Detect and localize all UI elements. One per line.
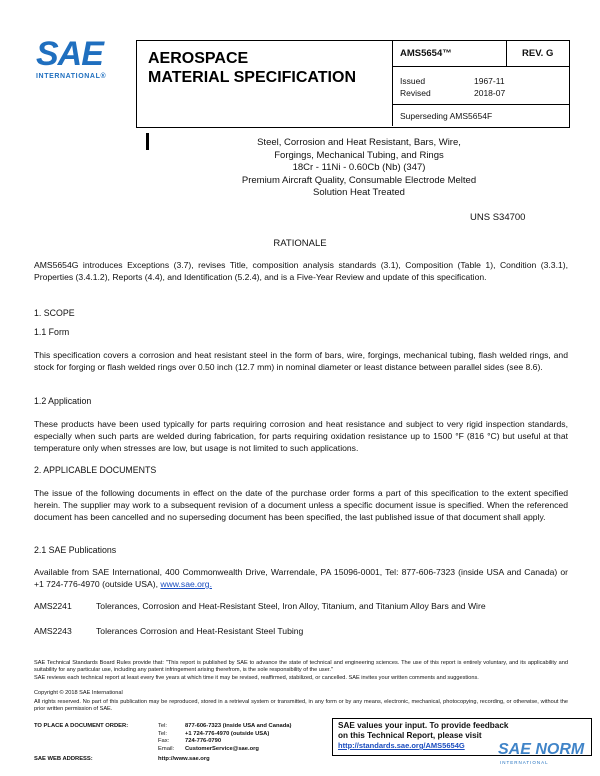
section-heading-applicable-documents: 2. APPLICABLE DOCUMENTS (34, 465, 157, 475)
section-heading-application: 1.2 Application (34, 396, 92, 406)
title-line: Steel, Corrosion and Heat Resistant, Bars, Wire, (257, 137, 461, 148)
sae-publications-text (34, 566, 568, 590)
feedback-text (338, 721, 508, 751)
sae-logo: SAE (36, 35, 103, 73)
document-id: AMS5654™ (400, 48, 452, 59)
header-divider (392, 40, 393, 126)
header-divider (506, 40, 507, 66)
web-address[interactable]: http://www.sae.org (158, 756, 210, 762)
board-rules-note: SAE Technical Standards Board Rules provide that: "This report is published by SAE to advance the state of technical and engineering sciences. The use of this report is entirely voluntary, and its applicability and suitability for any particular use, including any patent infringement arising therefrom, is the sole responsibility of the user." (34, 660, 568, 673)
rationale-text: AMS5654G introduces Exceptions (3.7), revises Title, composition analysis standards (3.1), Composition (Table 1), Condition (3.3.1), Properties (3.4.1.2), Reports (4.4), and Identification (5.2.4), and is a Five-Year Review and update of this specification. (34, 260, 568, 282)
sae-logo-subtitle: INTERNATIONAL® (36, 73, 107, 80)
email-address[interactable]: CustomerService@sae.org (185, 745, 259, 752)
reference-title: Tolerances, Corrosion and Heat-Resistant Steel, Iron Alloy, Titanium, and Titanium Alloy Bars and Wire (96, 601, 486, 611)
uns-number: UNS S34700 (470, 212, 526, 223)
revised-label: Revised (400, 88, 431, 98)
section-heading-form: 1.1 Form (34, 327, 70, 337)
rationale-heading: RATIONALE (273, 238, 327, 249)
tel-number: +1 724-776-4970 (outside USA) (185, 730, 270, 737)
feedback-line: on this Technical Report, please visit (338, 731, 482, 740)
title-line: Solution Heat Treated (313, 187, 405, 198)
title-line: Premium Aircraft Quality, Consumable Electrode Melted (241, 174, 477, 186)
fax-number: 724-776-0790 (185, 738, 222, 744)
watermark-subtitle: INTERNATIONAL (500, 760, 549, 765)
section-heading-scope: 1. SCOPE (34, 308, 75, 318)
title-line: Forgings, Mechanical Tubing, and Rings (274, 149, 444, 161)
order-label: TO PLACE A DOCUMENT ORDER: (34, 723, 129, 729)
title-line: 18Cr - 11Ni - 0.60Cb (Nb) (347) (292, 162, 426, 173)
header-divider (392, 104, 569, 105)
document-title (150, 137, 568, 200)
header-divider (392, 66, 569, 67)
email-label: Email: (158, 745, 175, 752)
title-line: MATERIAL SPECIFICATION (148, 69, 356, 86)
feedback-link[interactable]: http://standards.sae.org/AMS5654G (338, 741, 465, 750)
tel-number: 877-606-7323 (inside USA and Canada) (185, 723, 292, 729)
rights-note: All rights reserved. No part of this publication may be reproduced, stored in a retrieval system or transmitted, in any form or by any means, electronic, mechanical, photocopying, recording, or otherwise, without the prior written permission of SAE. (34, 699, 568, 712)
web-label: SAE WEB ADDRESS: (34, 756, 93, 762)
applicable-documents-text: The issue of the following documents in effect on the date of the purchase order forms a part of this specification to the extent specified herein. The supplier may work to a subsequent revision of a document unless a specific document issue is specified. When the referenced document has been cancelled and no superseding document has been specified, the last published issue of that document shall apply. (34, 488, 568, 522)
section-heading-sae-publications: 2.1 SAE Publications (34, 545, 117, 555)
spec-type-title (148, 49, 356, 87)
application-text: These products have been used typically for parts requiring corrosion and heat resistance and subject to very rigid inspection standards, especially when such parts are welded during fabrication, for parts requiring oxidation resistance up to 1500 °F (816 °C) but useful at that temperature only when stresses are low, but usage is not limited to such applications. (34, 419, 568, 453)
tel-label: Tel: (158, 723, 168, 729)
watermark: SAE NORM (498, 741, 585, 758)
fax-label: Fax: (158, 738, 170, 744)
title-line: AEROSPACE (148, 50, 249, 67)
revised-date: 2018-07 (474, 88, 506, 98)
review-note: SAE reviews each technical report at least every five years at which time it may be revised, reaffirmed, stabilized, or cancelled. SAE invites your written comments and suggestions. (34, 675, 479, 681)
tel-label: Tel: (158, 730, 168, 737)
change-bar (146, 133, 149, 150)
copyright-note: Copyright © 2018 SAE International (34, 690, 123, 696)
issued-label: Issued (400, 76, 426, 86)
revision-label: REV. G (522, 48, 554, 59)
issued-date: 1967-11 (474, 76, 505, 86)
form-text: This specification covers a corrosion and heat resistant steel in the form of bars, wire, forgings, mechanical tubing, flash welded rings, and stock for forging or flash welded rings over 0.50 inch (12.7 mm) in nominal diameter or least distance between parallel sides (see 8.6). (34, 350, 568, 372)
feedback-line: SAE values your input. To provide feedback (338, 721, 509, 730)
superseding-note: Superseding AMS5654F (400, 111, 493, 121)
reference-title: Tolerances Corrosion and Heat-Resistant Steel Tubing (96, 626, 304, 636)
reference-code: AMS2243 (34, 626, 72, 636)
sae-website-link[interactable]: www.sae.org. (160, 579, 212, 589)
reference-code: AMS2241 (34, 601, 72, 611)
sae-publications-body: Available from SAE International, 400 Commonwealth Drive, Warrendale, PA 15096-0001, Tel: 877-606-7323 (inside USA and Canada) or +1 724-776-4970 (outside USA), (34, 567, 568, 589)
